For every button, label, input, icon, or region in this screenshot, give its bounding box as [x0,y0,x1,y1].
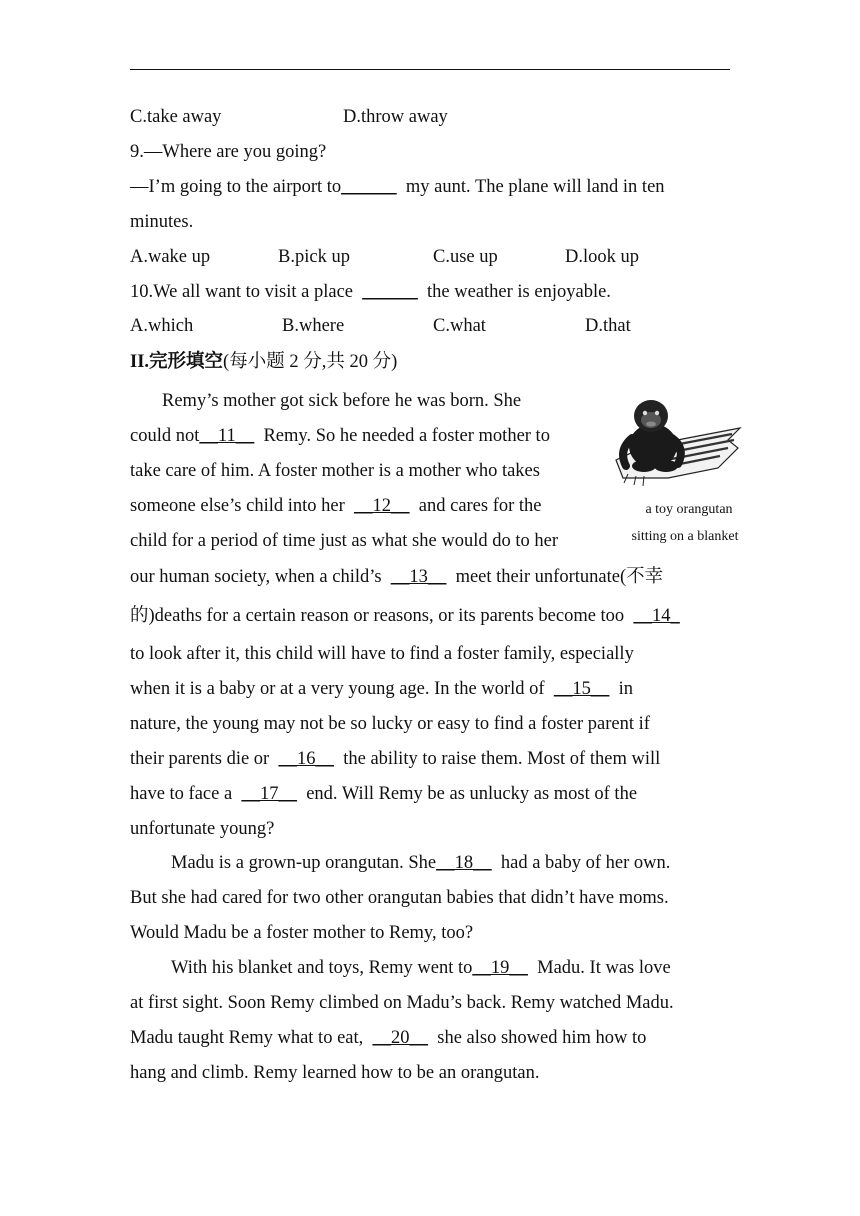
passage-line: have to face a __17__ end. Will Remy be as unlucky as most of the [130,784,638,804]
blank-17: __17__ [241,784,297,804]
passage-line: hang and climb. Remy learned how to be an orangutan. [130,1063,540,1083]
q10-option-b: B.where [282,316,345,336]
passage-line: at first sight. Soon Remy climbed on Madu’s back. Remy watched Madu. [130,993,674,1013]
blank-16: __16__ [278,749,334,769]
passage-line: take care of him. A foster mother is a mother who takes [130,461,540,481]
passage-line: their parents die or __16__ the ability to raise them. Most of them will [130,749,661,769]
blank-13: __13__ [390,567,447,587]
passage-line: Madu taught Remy what to eat, __20__ she also showed him how to [130,1028,647,1048]
passage-line: But she had cared for two other orangutan babies that didn’t have moms. [130,888,669,908]
passage-line: someone else’s child into her __12__ and cares for the [130,496,542,516]
q10-option-a: A.which [130,316,194,336]
q9-option-b: B.pick up [278,247,350,267]
passage-line: 的)deaths for a certain reason or reasons, or its parents become too __14_ [130,606,680,626]
q10-option-d: D.that [585,316,631,336]
blank-19: __19__ [472,958,528,978]
q9-blank: ______ [341,177,397,197]
passage-line: unfortunate young? [130,819,275,839]
q10-question: 10.We all want to visit a place ______ the weather is enjoyable. [130,282,611,302]
blank-18: __18__ [436,853,492,873]
passage-line: when it is a baby or at a very young age. In the world of __15__ in [130,679,633,699]
passage-line: Remy’s mother got sick before he was born. She [162,391,522,411]
q9-option-a: A.wake up [130,247,211,267]
blank-11: __11__ [199,426,255,446]
option-c: C.take away [130,107,222,127]
blank-15: __15__ [553,679,610,699]
q9-option-d: D.look up [565,247,639,267]
passage-line: could not__11__ Remy. So he needed a foster mother to [130,426,550,446]
passage-line: nature, the young may not be so lucky or easy to find a foster parent if [130,714,650,734]
passage-line: child for a period of time just as what she would do to her [130,531,558,551]
q9-answer-line: —I’m going to the airport to______ my aunt. The plane will land in ten [130,177,665,197]
blank-14: __14_ [633,606,680,626]
q10-blank: ______ [362,282,418,302]
image-caption-line-2: sitting on a blanket [631,529,739,544]
section-heading: II.完形填空(每小题 2 分,共 20 分) [130,352,398,372]
orangutan-toy-illustration [608,388,748,493]
image-caption-line-1: a toy orangutan [645,502,733,517]
blank-20: __20__ [372,1028,429,1048]
passage-line: Madu is a grown-up orangutan. She__18__ had a baby of her own. [171,853,671,873]
passage-line: to look after it, this child will have to find a foster family, especially [130,644,634,664]
q9-answer-cont: minutes. [130,212,194,232]
passage-line: our human society, when a child’s __13__ meet their unfortunate(不幸 [130,567,664,587]
q9-option-c: C.use up [433,247,498,267]
blank-12: __12__ [354,496,410,516]
top-rule [130,69,730,70]
q10-option-c: C.what [433,316,486,336]
option-d: D.throw away [343,107,448,127]
passage-line: With his blanket and toys, Remy went to__19__ Madu. It was love [171,958,671,978]
passage-line: Would Madu be a foster mother to Remy, too? [130,923,474,943]
q9-question: 9.—Where are you going? [130,142,327,162]
